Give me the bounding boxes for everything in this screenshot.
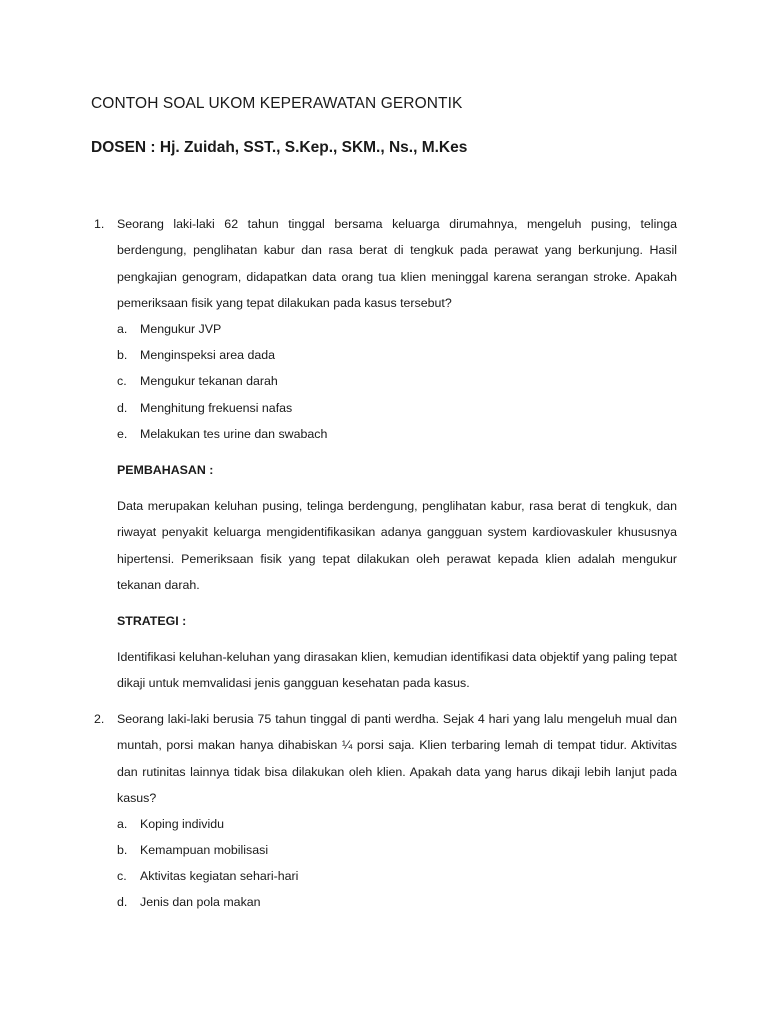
answer-option: [117, 811, 224, 837]
option-letter: a.: [117, 322, 128, 336]
question-number: 2.: [94, 712, 105, 726]
question-number: 1.: [94, 217, 105, 231]
answer-option: [117, 395, 292, 421]
answer-option: [117, 368, 278, 394]
option-text: Mengukur JVP: [140, 322, 222, 336]
option-letter: d.: [117, 401, 128, 415]
option-letter: a.: [117, 817, 128, 831]
option-text: Mengukur tekanan darah: [140, 374, 278, 388]
pembahasan-heading: PEMBAHASAN :: [117, 463, 214, 477]
lecturer-line: DOSEN : Hj. Zuidah, SST., S.Kep., SKM., Ns., M.Kes: [91, 139, 468, 156]
option-letter: c.: [117, 374, 127, 388]
option-letter: b.: [117, 348, 128, 362]
answer-option: [117, 316, 221, 342]
option-letter: c.: [117, 869, 127, 883]
question-text: Seorang laki-laki berusia 75 tahun tinggal di panti werdha. Sejak 4 hari yang lalu mengeluh mual dan muntah, porsi makan hanya dihabiskan ¼ porsi saja. Klien terbaring lemah di tempat tidur. Aktivitas dan rutinitas lainnya tidak bisa dilakukan oleh klien. Apakah data yang harus dikaji lebih lanjut pada kasus?: [117, 712, 677, 806]
answer-option: [117, 837, 268, 863]
pembahasan-text: Data merupakan keluhan pusing, telinga berdengung, penglihatan kabur, rasa berat di tengkuk, dan riwayat penyakit keluarga mengidentifikasikan adanya gangguan system kardiovaskuler khususnya hipertensi. Pemeriksaan fisik yang tepat dilakukan oleh perawat kepada klien adalah mengukur tekanan darah.: [117, 499, 677, 593]
strategi-heading: STRATEGI :: [117, 614, 187, 628]
answer-option: [117, 863, 298, 889]
option-text: Menginspeksi area dada: [140, 348, 276, 362]
option-text: Menghitung frekuensi nafas: [140, 401, 293, 415]
document-title: CONTOH SOAL UKOM KEPERAWATAN GERONTIK: [91, 95, 463, 112]
option-text: Aktivitas kegiatan sehari-hari: [140, 869, 299, 883]
option-text: Melakukan tes urine dan swabach: [140, 427, 328, 441]
option-letter: d.: [117, 895, 128, 909]
answer-option: [117, 889, 261, 915]
strategi-text: Identifikasi keluhan-keluhan yang dirasakan klien, kemudian identifikasi data objektif yang paling tepat dikaji untuk memvalidasi jenis gangguan kesehatan pada kasus.: [117, 650, 677, 691]
option-text: Jenis dan pola makan: [140, 895, 261, 909]
option-text: Kemampuan mobilisasi: [140, 843, 269, 857]
option-letter: b.: [117, 843, 128, 857]
answer-option: [117, 342, 275, 368]
option-text: Koping individu: [140, 817, 225, 831]
question-text: Seorang laki-laki 62 tahun tinggal bersama keluarga dirumahnya, mengeluh pusing, telinga berdengung, penglihatan kabur dan rasa berat di tengkuk pada perawat yang berkunjung. Hasil pengkajian genogram, didapatkan data orang tua klien meninggal karena serangan stroke. Apakah pemeriksaan fisik yang tepat dilakukan pada kasus tersebut?: [117, 217, 677, 311]
option-letter: e.: [117, 427, 128, 441]
answer-option: [117, 421, 327, 447]
